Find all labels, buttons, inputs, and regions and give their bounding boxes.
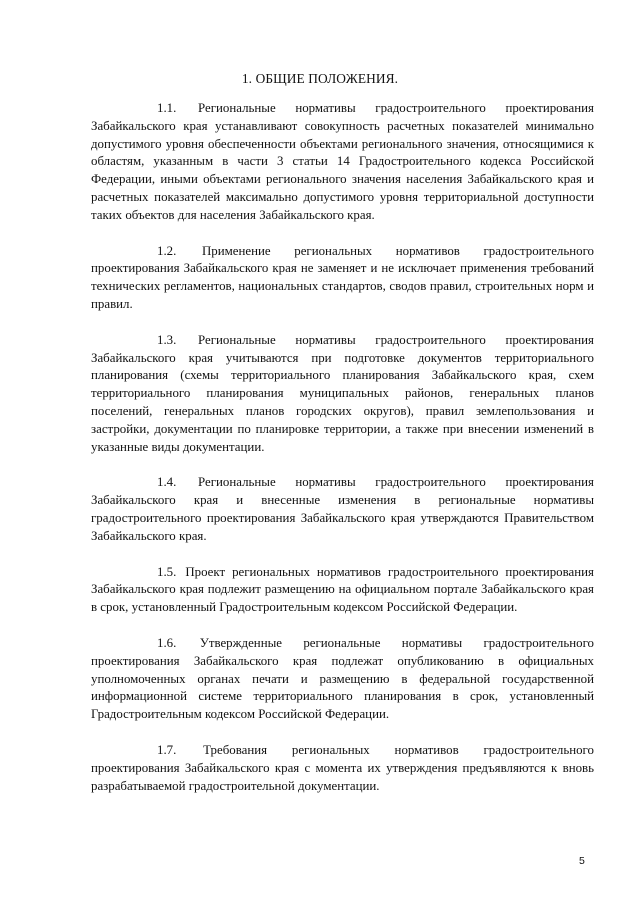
paragraph-text: Региональные нормативы градостроительного проектирования Забайкальского края устанавливают совокупность расчетных показателей минимально допустимого уровня обеспеченности объектами регионального значения, относящимися к областям, указанным в части 3 статьи 14 Градостроительного кодекса Российской Федерации, иными объектами регионального значения населения Забайкальского края и расчетных показателей максимально допустимого уровня территориальной доступности таких объектов для населения Забайкальского края. bbox=[91, 101, 594, 222]
paragraph-1-4 bbox=[91, 474, 594, 545]
paragraph-text: Региональные нормативы градостроительного проектирования Забайкальского края и внесенные изменения в региональные нормативы градостроительного проектирования Забайкальского края утверждаются Правительством Забайкальского края. bbox=[91, 475, 594, 543]
paragraph-number: 1.3. bbox=[157, 332, 177, 347]
paragraph-number: 1.7. bbox=[157, 742, 177, 757]
paragraph-1-7 bbox=[91, 742, 594, 795]
paragraph-1-5 bbox=[91, 564, 594, 617]
paragraph-number: 1.2. bbox=[157, 243, 177, 258]
paragraph-text: Утвержденные региональные нормативы градостроительного проектирования Забайкальского края подлежат опубликованию в официальных уполномоченных органах печати и размещению в федеральной государственной информационной системе территориального планирования в срок, установленный Градостроительным кодексом Российской Федерации. bbox=[91, 635, 594, 722]
paragraph-1-3 bbox=[91, 332, 594, 457]
paragraph-number: 1.4. bbox=[157, 475, 177, 490]
document-body bbox=[91, 100, 594, 813]
paragraph-number: 1.1. bbox=[157, 101, 177, 115]
paragraph-1-2 bbox=[91, 243, 594, 314]
paragraph-text: Применение региональных нормативов градостроительного проектирования Забайкальского края не заменяет и не исключает применения требований технических регламентов, национальных стандартов, сводов правил, строительных норм и правил. bbox=[91, 243, 594, 311]
paragraph-text: Региональные нормативы градостроительного проектирования Забайкальского края учитываются при подготовке документов территориального планирования (схемы территориального планирования Забайкальского края, схем территориального планирования муниципальных районов, генеральных планов поселений, генеральных планов городских округов), правил землепользования и застройки, документации по планировке территории, а также при внесении изменений в указанные виды документации. bbox=[91, 332, 594, 454]
paragraph-1-6 bbox=[91, 635, 594, 724]
paragraph-number: 1.5. bbox=[157, 564, 177, 579]
section-heading: 1. ОБЩИЕ ПОЛОЖЕНИЯ. bbox=[241, 71, 399, 86]
paragraph-1-1 bbox=[91, 100, 594, 225]
paragraph-text: Проект региональных нормативов градостроительного проектирования Забайкальского края подлежит размещению на официальном портале Забайкальского края в срок, установленный Градостроительным кодексом Российской Федерации. bbox=[91, 564, 594, 615]
paragraph-number: 1.6. bbox=[157, 635, 177, 650]
page-number: 5 bbox=[579, 855, 585, 867]
paragraph-text: Требования региональных нормативов градостроительного проектирования Забайкальского края с момента их утверждения предъявляются к вновь разрабатываемой градостроительной документации. bbox=[91, 742, 594, 793]
